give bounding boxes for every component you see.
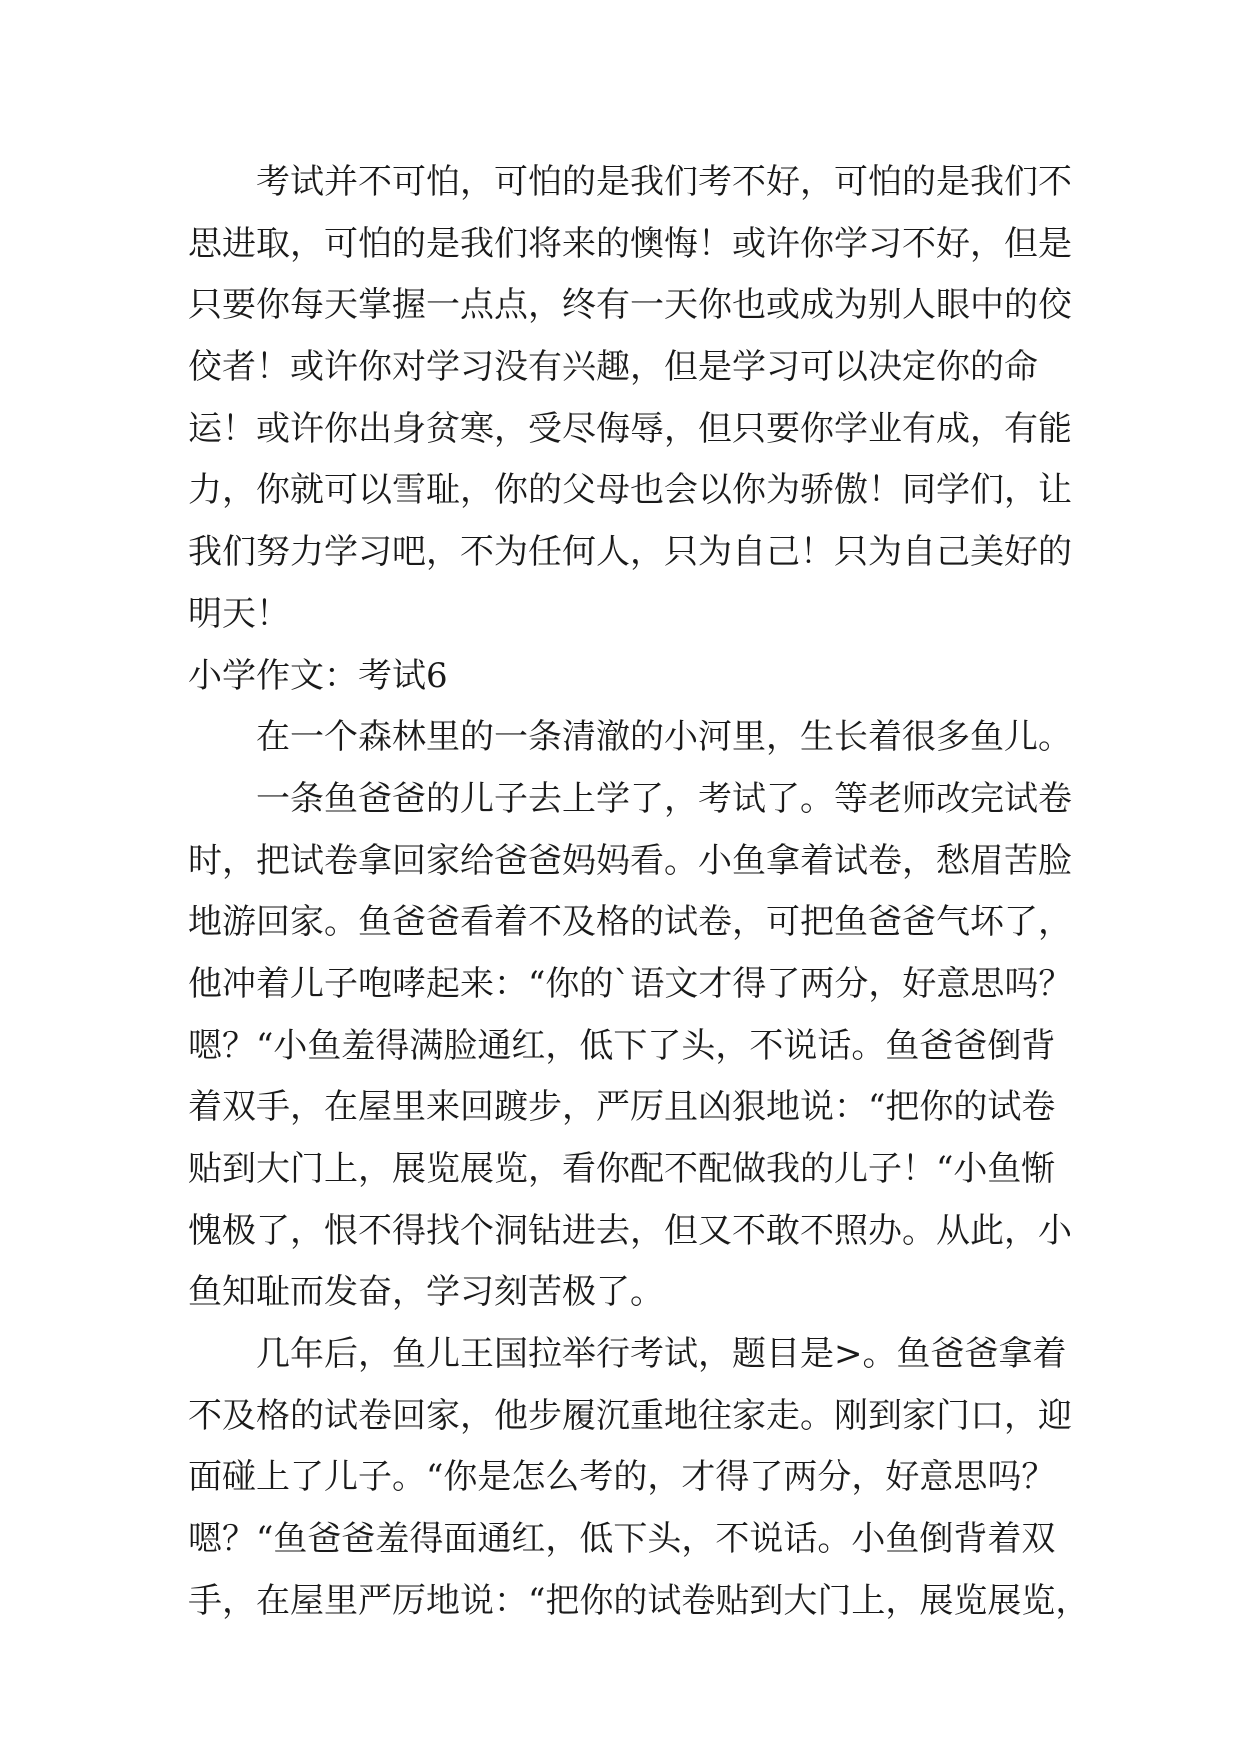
paragraph-line: 一条鱼爸爸的儿子去上学了，考试了。等老师改完试卷	[256, 778, 1072, 819]
paragraph-line: 在一个森林里的一条清澈的小河里，生长着很多鱼儿。	[256, 717, 1072, 758]
paragraph-line: 手，在屋里严厉地说：“把你的试卷贴到大门上，展览展览，	[188, 1580, 1090, 1621]
paragraph-line: 时，把试卷拿回家给爸爸妈妈看。小鱼拿着试卷，愁眉苦脸	[188, 840, 1072, 881]
paragraph-line: 着双手，在屋里来回踱步，严厉且凶狠地说：“把你的试卷	[188, 1087, 1056, 1128]
paragraph-line: 贴到大门上，展览展览，看你配不配做我的儿子！“小鱼惭	[188, 1149, 1056, 1189]
paragraph-3	[188, 769, 1073, 1324]
paragraph-line: 他冲着儿子咆哮起来：“你的`语文才得了两分，好意思吗？	[188, 963, 1073, 1004]
paragraph-line: 面碰上了儿子。“你是怎么考的，才得了两分，好意思吗？	[188, 1457, 1056, 1498]
paragraph-line: 明天！	[188, 593, 290, 634]
paragraph-line: 鱼知耻而发奋，学习刻苦极了。	[188, 1272, 664, 1313]
paragraph-line: 只要你每天掌握一点点，终有一天你也或成为别人眼中的佼	[188, 285, 1072, 326]
paragraph-line: 我们努力学习吧，不为任何人，只为自己！只为自己美好的	[188, 532, 1072, 573]
paragraph-line: 地游回家。鱼爸爸看着不及格的试卷，可把鱼爸爸气坏了，	[188, 902, 1072, 943]
paragraph-line: 愧极了，恨不得找个洞钻进去，但又不敢不照办。从此，小	[188, 1210, 1072, 1251]
paragraph-line: 考试并不可怕，可怕的是我们考不好，可怕的是我们不	[256, 162, 1072, 202]
paragraph-line: 运！或许你出身贫寒，受尽侮辱，但只要你学业有成，有能	[188, 408, 1072, 449]
paragraph-line: 思进取，可怕的是我们将来的懊悔！或许你学习不好，但是	[188, 223, 1072, 264]
paragraph-2	[188, 707, 1072, 769]
paragraph-4	[188, 1324, 1090, 1632]
paragraph-line: 不及格的试卷回家，他步履沉重地往家走。刚到家门口，迎	[188, 1395, 1072, 1436]
paragraph-line: 几年后，鱼儿王国拉举行考试，题目是>。鱼爸爸拿着	[256, 1334, 1067, 1375]
paragraph-1	[188, 152, 1072, 646]
paragraph-line: 佼者！或许你对学习没有兴趣，但是学习可以决定你的命	[188, 347, 1038, 388]
paragraph-line: 嗯？“鱼爸爸羞得面通红，低下头，不说话。小鱼倒背着双	[188, 1519, 1056, 1560]
section-heading: 小学作文：考试6	[188, 655, 448, 696]
document-body	[188, 152, 1090, 1633]
paragraph-line: 力，你就可以雪耻，你的父母也会以你为骄傲！同学们，让	[188, 470, 1072, 511]
paragraph-line: 嗯？“小鱼羞得满脸通红，低下了头，不说话。鱼爸爸倒背	[188, 1025, 1056, 1066]
